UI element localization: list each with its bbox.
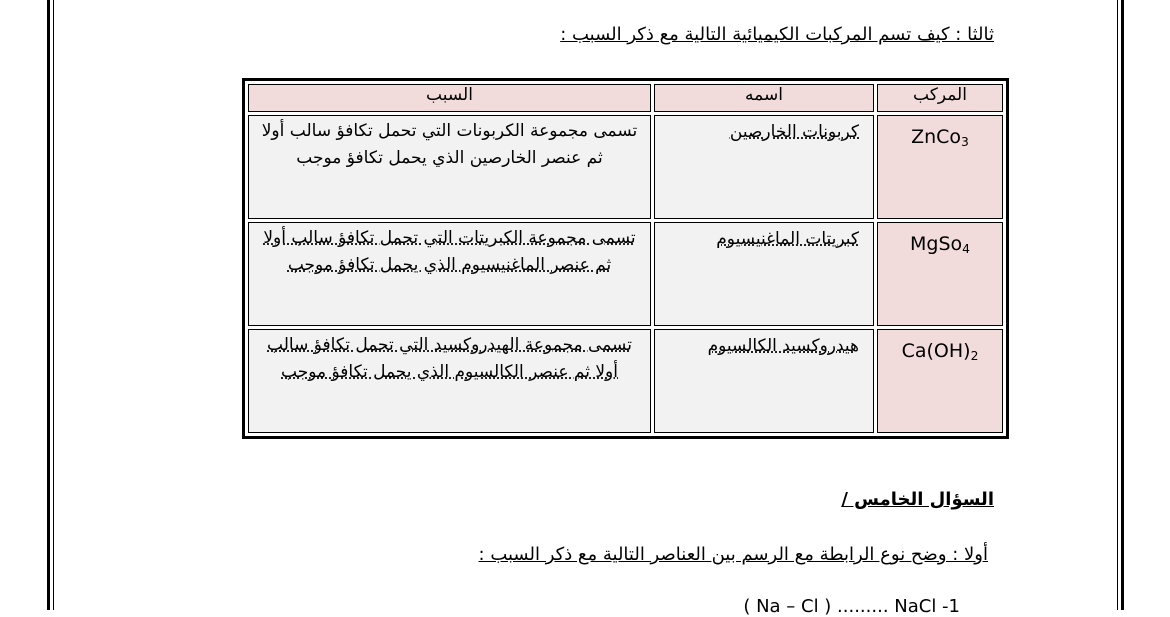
cell-name: هيدروكسيد الكالسيوم — [654, 329, 874, 433]
cell-reason: تسمى مجموعة الكبريتات التي تحمل تكافؤ سالب أولا ثم عنصر الماغنيسيوم الذي يحمل تكافؤ موجب — [248, 222, 651, 326]
formula-text: ZnCo — [911, 126, 962, 148]
formula-subscript: 4 — [962, 242, 970, 257]
header-compound: المركب — [877, 84, 1003, 112]
cell-name: كبريتات الماغنيسيوم — [654, 222, 874, 326]
formula-text: MgSo — [910, 233, 963, 255]
cell-name: كربونات الخارصين — [654, 115, 874, 219]
compounds-table — [242, 78, 1009, 439]
cell-formula — [877, 329, 1003, 433]
question-line: ( Na – Cl ) ......... NaCl -1 — [743, 596, 960, 617]
cell-formula — [877, 222, 1003, 326]
formula-text: Ca(OH) — [901, 340, 971, 362]
cell-formula — [877, 115, 1003, 219]
cell-reason: تسمى مجموعة الكربونات التي تحمل تكافؤ سالب أولا ثم عنصر الخارصين الذي يحمل تكافؤ موجب — [248, 115, 651, 219]
compounds-table-grid — [245, 81, 1006, 436]
page-border-left — [47, 0, 50, 610]
section-third-heading: ثالثا : كيف تسم المركبات الكيميائية التالية مع ذكر السبب : — [560, 24, 994, 45]
section-first-heading: أولا : وضح نوع الرابطة مع الرسم بين العناصر التالية مع ذكر السبب : — [478, 544, 988, 565]
table-row — [248, 222, 1003, 326]
formula-subscript: 3 — [961, 135, 969, 150]
header-name: اسمه — [654, 84, 874, 112]
header-reason: السبب — [248, 84, 651, 112]
page-border-right — [1121, 0, 1124, 610]
table-row — [248, 329, 1003, 433]
table-row — [248, 115, 1003, 219]
page-border-left-inner — [53, 0, 54, 610]
formula-subscript: 2 — [970, 349, 979, 364]
page-border-right-inner — [1117, 0, 1118, 610]
cell-reason: تسمى مجموعة الهيدروكسيد التي تحمل تكافؤ سالب أولا ثم عنصر الكالسيوم الذي يحمل تكافؤ موجب — [248, 329, 651, 433]
table-header-row — [248, 84, 1003, 112]
section-fifth-heading: السؤال الخامس / — [841, 489, 994, 510]
